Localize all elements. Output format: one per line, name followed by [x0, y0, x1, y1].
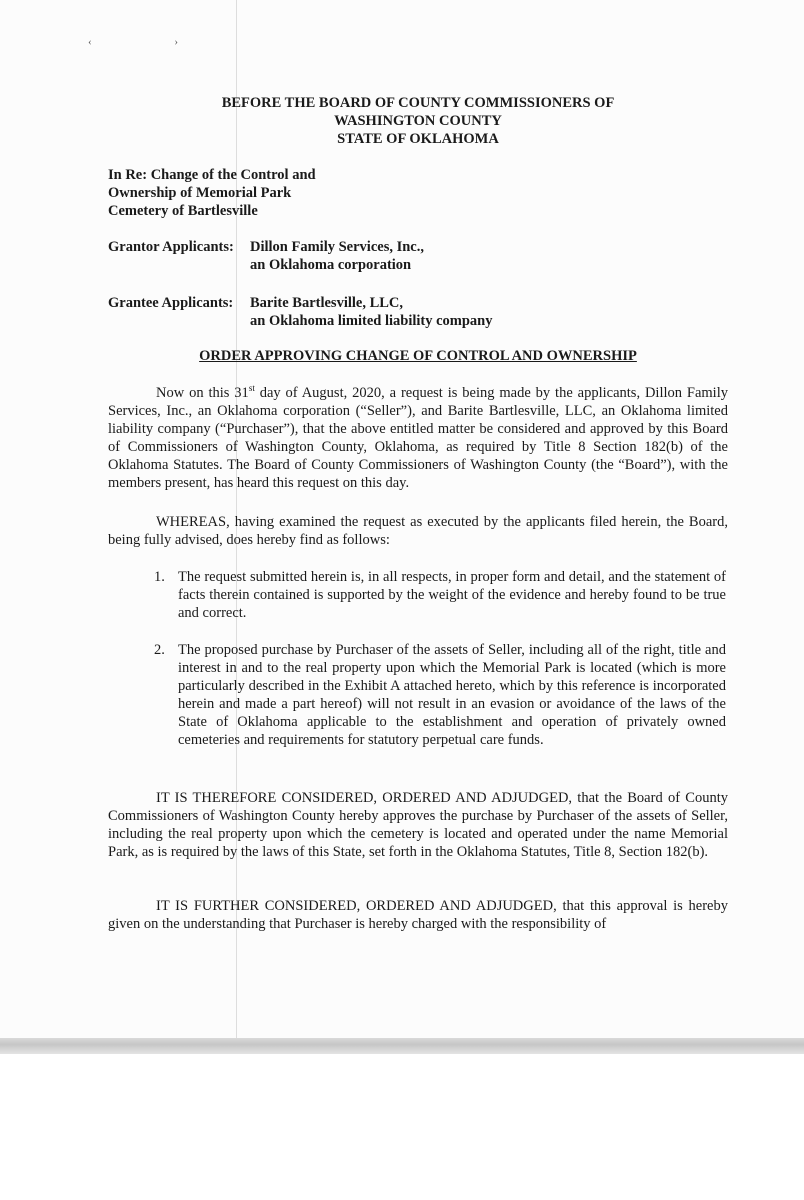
- grantor-label: Grantor Applicants:: [108, 239, 234, 255]
- order-title: ORDER APPROVING CHANGE OF CONTROL AND OWNERSHIP: [199, 348, 637, 364]
- grantee-name: Barite Bartlesville, LLC,: [250, 295, 404, 311]
- intro-ordinal-suffix: st: [248, 383, 255, 394]
- finding-item-1: [154, 568, 726, 622]
- header-line-2: WASHINGTON COUNTY: [334, 113, 502, 129]
- caption-line-3: Cemetery of Bartlesville: [108, 203, 258, 219]
- intro-paragraph: [108, 384, 728, 492]
- further-paragraph: IT IS FURTHER CONSIDERED, ORDERED AND ADJUDGED, that this approval is hereby given on the understanding that Purchaser is hereby charged with the responsibility of: [108, 898, 728, 932]
- corner-marks: ‹ ›: [88, 36, 219, 48]
- header-line-1: BEFORE THE BOARD OF COUNTY COMMISSIONERS OF: [221, 95, 615, 111]
- finding-text: The proposed purchase by Purchaser of the assets of Seller, including all of the right, title and interest in and to the real property upon which the Memorial Park is located (which is more particularly described in the Exhibit A attached hereto, which by this reference is incorporated herein and made a part hereof) will not result in an evasion or avoidance of the laws of the State of Oklahoma applicable to the establishment and operation of privately owned cemeteries and requirements for statutory perpetual care funds.: [178, 642, 726, 748]
- grantor-name: Dillon Family Services, Inc.,: [250, 239, 424, 255]
- caption-line-1: In Re: Change of the Control and: [108, 167, 316, 183]
- document-header: [108, 94, 728, 148]
- whereas-paragraph: WHEREAS, having examined the request as executed by the applicants filed herein, the Board, being fully advised, does hereby find as follows:: [108, 514, 728, 548]
- intro-text-start: Now on this 31: [156, 385, 249, 401]
- intro-text-rest: day of August, 2020, a request is being made by the applicants, Dillon Family Services, Inc., an Oklahoma corporation (“Seller”), and Barite Bartlesville, LLC, an Oklahoma limited liability company (“Purchaser”), that the above entitled matter be considered and approved by this Board of Commissioners of Washington County, Oklahoma, as required by Title 8 Section 182(b) of the Oklahoma Statutes. The Board of County Commissioners of Washington County (the “Board”), with the members present, has heard this request on this day.: [108, 385, 728, 491]
- header-line-3: STATE OF OKLAHOMA: [337, 131, 499, 147]
- caption-line-2: Ownership of Memorial Park: [108, 185, 292, 201]
- grantor-description: an Oklahoma corporation: [250, 257, 412, 273]
- finding-text: The request submitted herein is, in all respects, in proper form and detail, and the statement of facts therein contained is supported by the weight of the evidence and hereby found to be true and correct.: [178, 569, 726, 621]
- finding-number: 2.: [154, 642, 165, 658]
- finding-number: 1.: [154, 569, 165, 585]
- case-caption: [108, 166, 316, 220]
- finding-item-2: [154, 641, 726, 749]
- grantee-block: [108, 294, 493, 330]
- scan-edge-band: [0, 1038, 804, 1054]
- grantor-block: [108, 238, 424, 274]
- grantee-description: an Oklahoma limited liability company: [250, 313, 493, 329]
- therefore-paragraph: IT IS THEREFORE CONSIDERED, ORDERED AND ADJUDGED, that the Board of County Commissioners of Washington County hereby approves the purchase by Purchaser of the assets of Seller, including the real property upon which the cemetery is located and operated under the name Memorial Park, as is required by the laws of this State, set forth in the Oklahoma Statutes, Title 8, Section 182(b).: [108, 790, 728, 860]
- grantee-label: Grantee Applicants:: [108, 295, 234, 311]
